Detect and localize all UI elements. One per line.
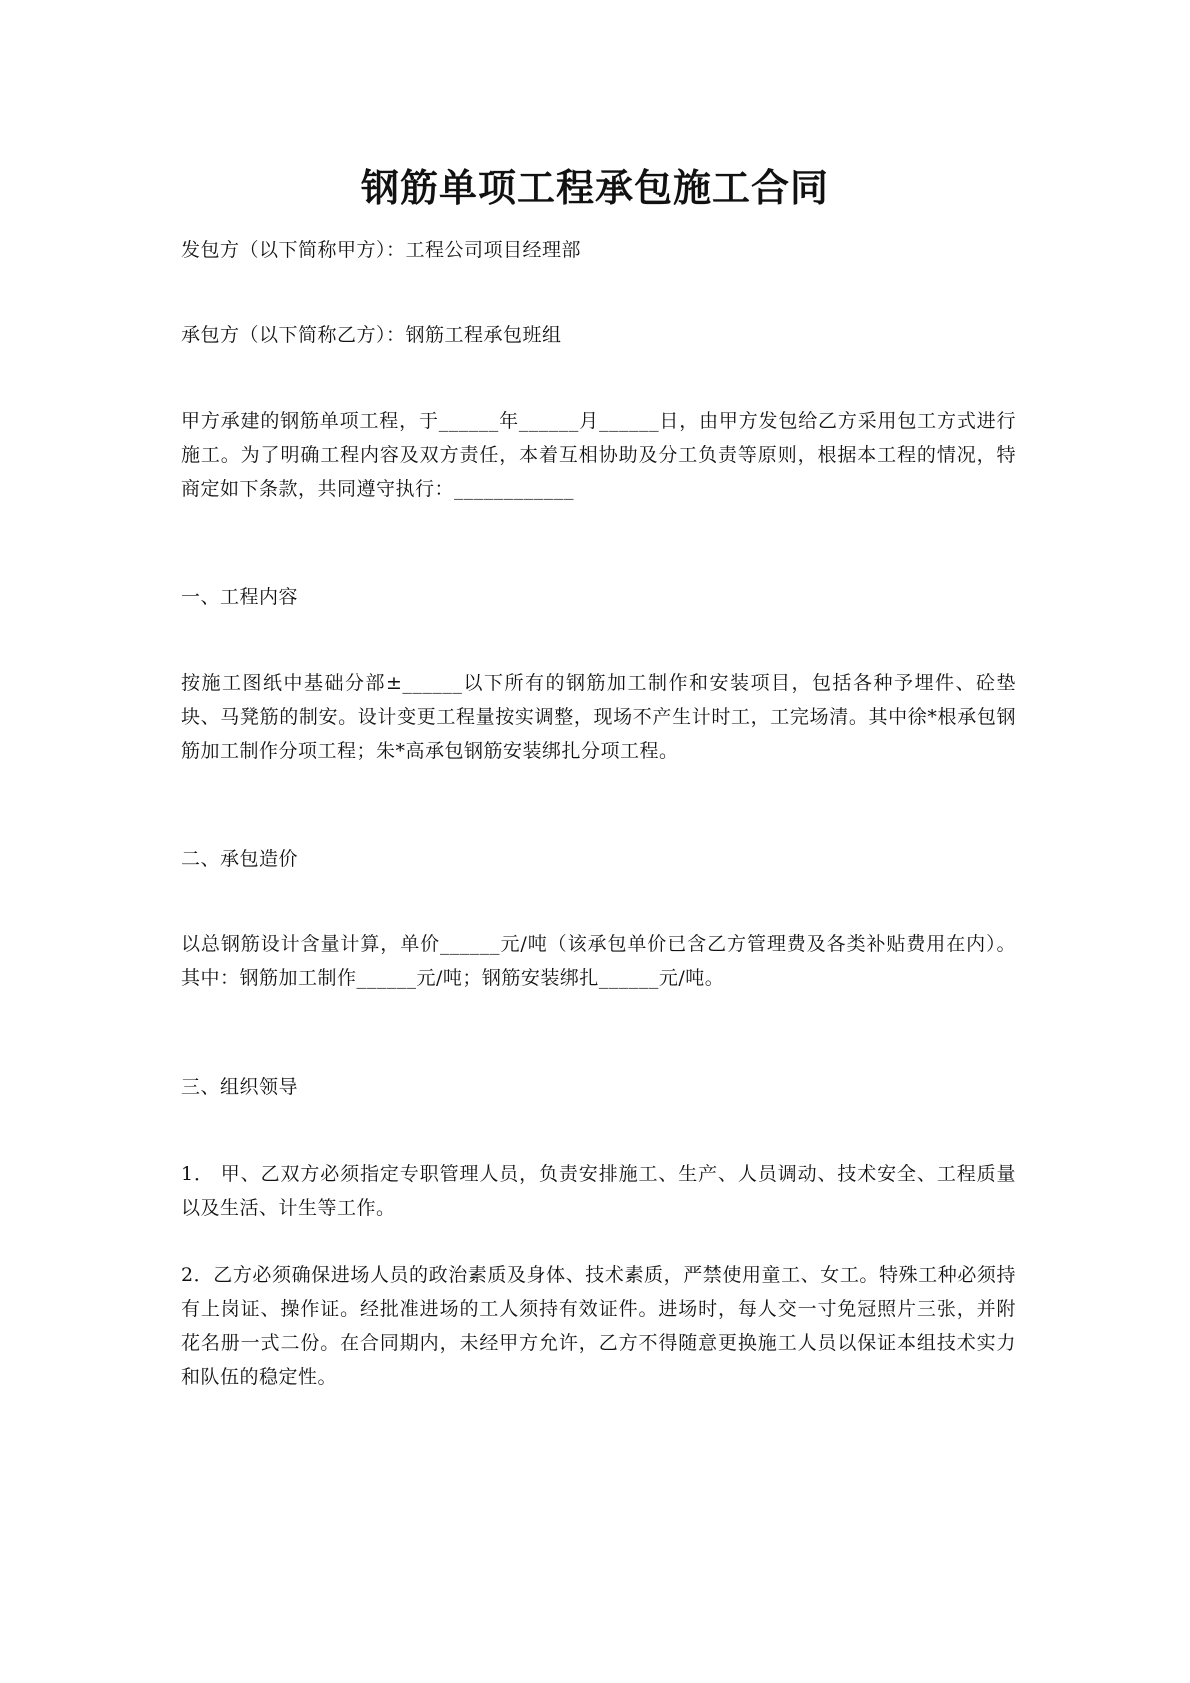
- section-heading-2: 二、承包造价: [181, 848, 299, 870]
- section-3-paragraph-1: 1． 甲、乙双方必须指定专职管理人员，负责安排施工、生产、人员调动、技术安全、工程质量以及生活、计生等工作。: [181, 1163, 1016, 1219]
- party-a-line: 发包方（以下简称甲方）：工程公司项目经理部: [181, 239, 582, 261]
- party-b-line: 承包方（以下简称乙方）：钢筋工程承包班组: [181, 324, 562, 346]
- section-heading-1: 一、工程内容: [181, 586, 299, 608]
- section-2-paragraph: 以总钢筋设计含量计算，单价______元/吨（该承包单价已含乙方管理费及各类补贴费用在内）。其中：钢筋加工制作______元/吨；钢筋安装绑扎______元/吨。: [181, 933, 1016, 989]
- section-heading-3: 三、组织领导: [181, 1076, 299, 1098]
- section-3-paragraph-2: 2．乙方必须确保进场人员的政治素质及身体、技术素质，严禁使用童工、女工。特殊工种必须持有上岗证、操作证。经批准进场的工人须持有效证件。进场时，每人交一寸免冠照片三张，并附花名册一式二份。在合同期内，未经甲方允许，乙方不得随意更换施工人员以保证本组技术实力和队伍的稳定性。: [181, 1264, 1016, 1388]
- intro-paragraph: 甲方承建的钢筋单项工程，于______年______月______日，由甲方发包给乙方采用包工方式进行施工。为了明确工程内容及双方责任，本着互相协助及分工负责等原则，根据本工程的情况，特商定如下条款，共同遵守执行：____________: [181, 410, 1016, 500]
- section-1-paragraph: 按施工图纸中基础分部±______以下所有的钢筋加工制作和安装项目，包括各种予埋件、砼垫块、马凳筋的制安。设计变更工程量按实调整，现场不产生计时工，工完场清。其中徐*根承包钢筋加工制作分项工程；朱*高承包钢筋安装绑扎分项工程。: [181, 672, 1016, 762]
- document-title: 钢筋单项工程承包施工合同: [360, 165, 829, 210]
